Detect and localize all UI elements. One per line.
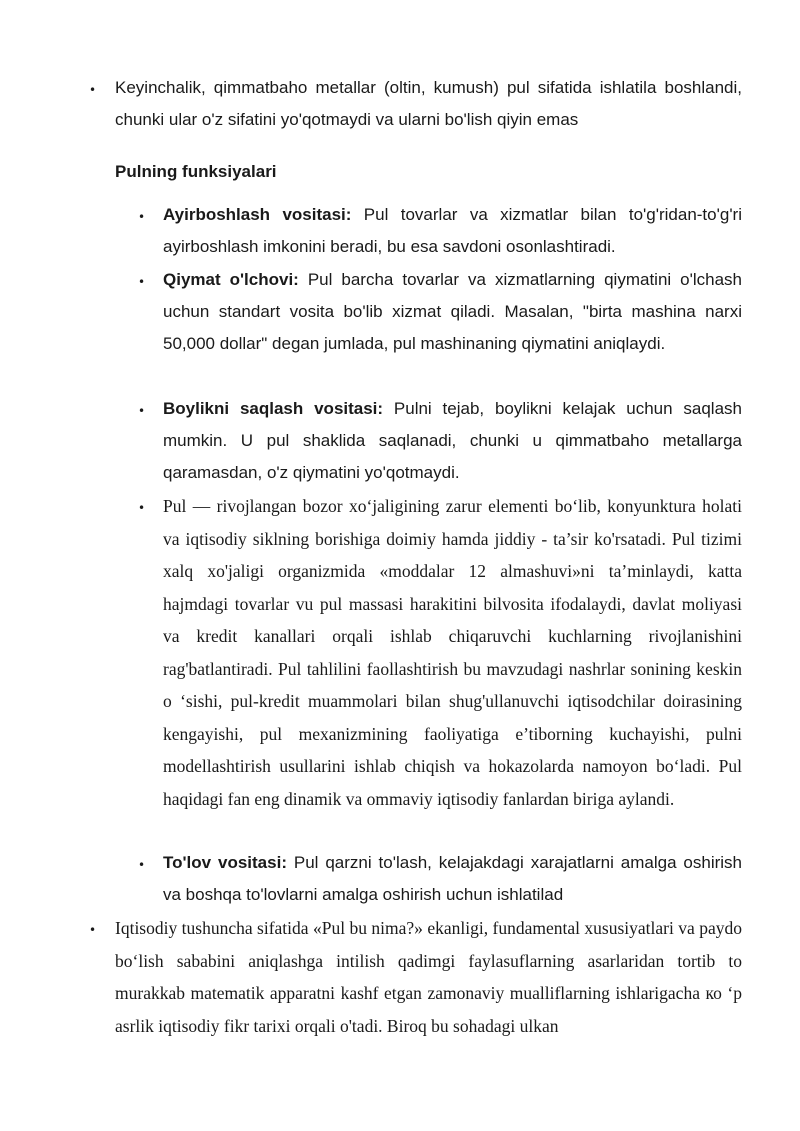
function-title: Ayirboshlash vositasi: — [163, 205, 352, 224]
function-title: Qiymat o'lchovi: — [163, 270, 299, 289]
function-item-store-of-value — [163, 393, 742, 489]
bullet-icon: • — [138, 501, 146, 515]
function-item-measure — [163, 264, 742, 360]
function-item-market-economy: Pul — rivojlangan bozor xo‘jaligining zarur elementi bo‘lib, konyunktura holati va iqtisodiy siklning borishiga doimiy hamda jiddiy - ta’sir ko'rsatadi. Pul tizimi xalq xo'jaligi organizmida «moddalar 12 almashuvi»ni ta’minlaydi, katta hajmdagi tovarlar vu pul massasi harakitini bilvosita ifodalaydi, davlat moliyasi va kredit kanallari orqali ishlab chiqaruvchi kuchlarning rivojlanishini rag'batlantiradi. Pul tahlilini faollashtirish bu mavzudagi nashrlar sonining keskin o ‘sishi, pul-kredit muammolari bilan shug'ullanuvchi iqtisodchilar doirasining kengayishi, pul mexanizmining faoliyatiga e’tiborning kuchayishi, pulni modellashtirish usullarini ishlab chiqish va hokazolarda namoyon bo‘ladi. Pul haqidagi fan eng dinamik va ommaviy iqtisodiy fanlardan biriga aylandi. — [163, 496, 742, 809]
function-text: Pul tovarlar va xizmatlar bilan to'g'ridan-to'g'ri ayirboshlash imkonini beradi, bu esa savdoni osonlashtiradi. — [163, 205, 742, 256]
function-title: To'lov vositasi: — [163, 853, 287, 872]
function-text: Pul qarzni to'lash, kelajakdagi xarajatlarni amalga oshirish va boshqa to'lovlarni amalga oshirish uchun ishlatilad — [163, 853, 742, 904]
function-item-payment — [163, 847, 742, 911]
bullet-icon: • — [138, 858, 146, 872]
section-heading: Pulning funksiyalari — [115, 162, 277, 181]
function-text: Pul barcha tovarlar va xizmatlarning qiymatini o'lchash uchun standart vosita bo'lib xizmat qiladi. Masalan, "birta mashina narxi 50,000 dollar" degan jumlada, pul mashinaning qiymatini aniqlaydi. — [163, 270, 742, 353]
bullet-icon: • — [89, 83, 97, 97]
function-title: Boylikni saqlash vositasi: — [163, 399, 384, 418]
final-paragraph: Iqtisodiy tushuncha sifatida «Pul bu nima?» ekanligi, fundamental xususiyatlari va paydo bo‘lish sababini aniqlashga intilish qadimgi faylasuflarning asarlaridan tortib to murakkab matematik apparatni kashf etgan zamonaviy mualliflarning ishlarigacha ко ‘p asrlik iqtisodiy fikr tarixi orqali o'tadi. Biroq bu sohadagi ulkan — [115, 918, 742, 1036]
bullet-icon: • — [138, 275, 146, 289]
intro-paragraph: Keyinchalik, qimmatbaho metallar (oltin, kumush) pul sifatida ishlatila boshlandi, chunki ular o'z sifatini yo'qotmaydi va ularni bo'lish qiyin emas — [115, 78, 742, 129]
function-item-exchange — [163, 199, 742, 263]
bullet-icon: • — [138, 404, 146, 418]
bullet-icon: • — [89, 923, 97, 937]
function-text: Pulni tejab, boylikni kelajak uchun saqlash mumkin. U pul shaklida saqlanadi, chunki u qimmatbaho metallarga qaramasdan, o'z qiymatini yo'qotmaydi. — [163, 399, 742, 482]
bullet-icon: • — [138, 210, 146, 224]
